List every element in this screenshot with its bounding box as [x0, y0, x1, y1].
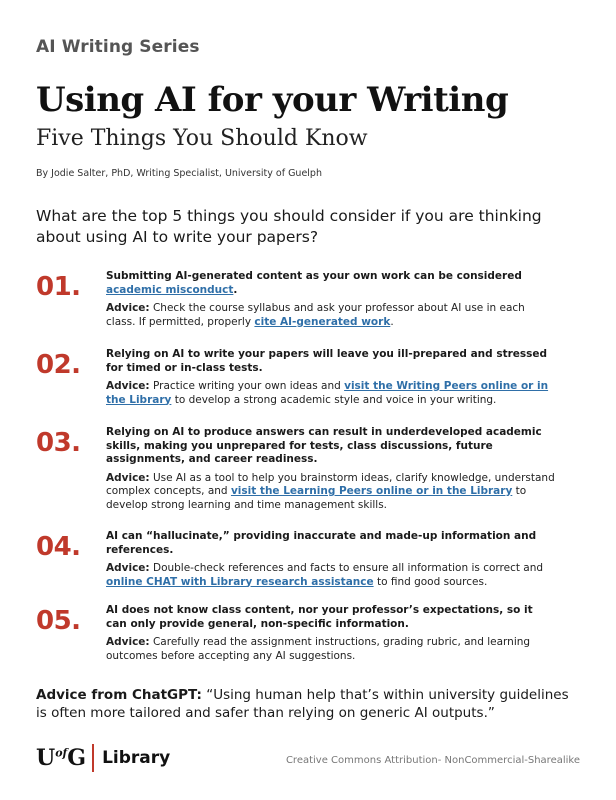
uofg-logo-mark: $U^{of}G$	[36, 745, 87, 771]
library-wordmark: Library	[102, 748, 171, 768]
tip-number: 05.	[36, 606, 81, 636]
tip-heading: AI can “hallucinate,” providing inaccurate and made-up information and references.	[106, 530, 537, 556]
series-label: AI Writing Series	[36, 37, 200, 57]
advice-label: Advice:	[106, 562, 150, 574]
tip-advice: Advice: Use AI as a tool to help you brainstorm ideas, clarify knowledge, understand complex concepts, and visit the Learning Peers online or in the Library to develop strong learning and time management skills.	[106, 471, 555, 511]
tip-advice: Advice: Practice writing your own ideas and visit the Writing Peers online or in the Library to develop a strong academic style and voice in your writing.	[106, 380, 549, 406]
tip-4	[36, 530, 556, 589]
tip-number: 04.	[36, 532, 81, 562]
license-text: Creative Commons Attribution- NonCommercial-Sharealike	[285, 755, 580, 766]
tip-number: 03.	[36, 428, 81, 458]
logo-divider	[92, 744, 94, 772]
learning-peers-link[interactable]: visit the Learning Peers online or in the Library	[230, 485, 513, 497]
tip-2	[36, 348, 556, 407]
tip-heading: Relying on AI to write your papers will leave you ill-prepared and stressed for timed or in-class tests.	[106, 348, 548, 374]
writing-peers-link[interactable]: visit the Writing Peers online or in the Library	[106, 380, 549, 406]
chatgpt-label: Advice from ChatGPT:	[36, 687, 202, 703]
tip-3	[36, 426, 556, 512]
cite-ai-work-link[interactable]: cite AI-generated work	[254, 315, 391, 328]
chatgpt-quote: “Using human help that’s within university guidelines is often more tailored and safer than relying on generic AI outputs.”	[36, 687, 569, 721]
tip-advice: Advice: Carefully read the assignment instructions, grading rubric, and learning outcomes before accepting any AI suggestions.	[106, 636, 531, 662]
tip-advice: Advice: Double-check references and facts to ensure all information is correct and online CHAT with Library research assistance to find good sources.	[106, 562, 544, 588]
advice-label: Advice:	[106, 380, 150, 392]
tip-1	[36, 270, 556, 329]
uofg-library-logo	[36, 744, 170, 772]
tip-5	[36, 604, 556, 663]
advice-label: Advice:	[106, 636, 150, 648]
tip-number: 02.	[36, 350, 81, 380]
page-title: Using AI for your Writing	[36, 80, 509, 120]
advice-label: Advice:	[106, 302, 150, 314]
chatgpt-advice	[36, 686, 576, 722]
tip-heading: Relying on AI to produce answers can result in underdeveloped academic skills, making you unprepared for tests, class discussions, future assignments, and career readiness.	[106, 426, 542, 465]
page-subtitle: Five Things You Should Know	[36, 126, 368, 151]
tip-advice: Advice: Check the course syllabus and ask your professor about AI use in each class. If permitted, properly cite AI-generated work.	[106, 302, 525, 328]
tip-heading: AI does not know class content, nor your professor’s expectations, so it can only provide general, non-specific information.	[106, 604, 533, 630]
library-chat-link[interactable]: online CHAT with Library research assistance	[106, 575, 374, 588]
byline: By Jodie Salter, PhD, Writing Specialist, University of Guelph	[36, 168, 322, 179]
tip-number: 01.	[36, 272, 81, 302]
intro-question: What are the top 5 things you should consider if you are thinking about using AI to write your papers?	[36, 207, 542, 246]
advice-label: Advice:	[106, 471, 150, 484]
academic-misconduct-link[interactable]: academic misconduct	[106, 283, 234, 296]
tip-heading: Submitting AI-generated content as your own work can be considered academic misconduct.	[106, 270, 522, 296]
